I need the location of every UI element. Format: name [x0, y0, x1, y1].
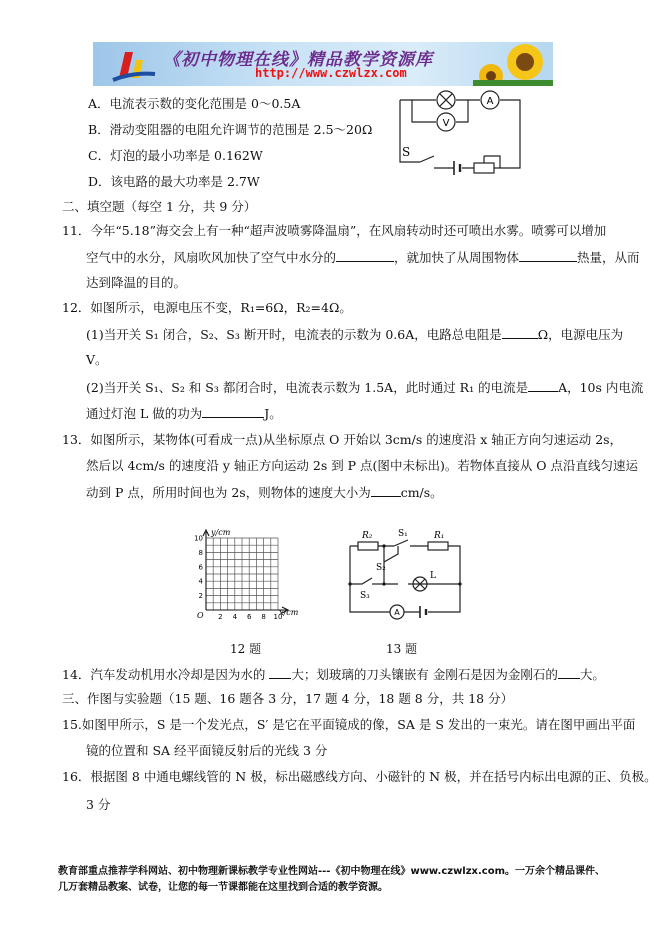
switch-label: S	[402, 145, 411, 159]
fig12-origin: O	[197, 611, 204, 620]
q12-blank-3[interactable]	[202, 405, 264, 418]
option-c: C．灯泡的最小功率是 0.162W	[88, 148, 263, 163]
q12-text-b: Ω，电源电压为	[537, 327, 624, 342]
q12-blank-2[interactable]	[528, 379, 558, 392]
option-b: B．滑动变阻器的电阻允许调节的范围是 2.5～20Ω	[88, 122, 373, 137]
fig12-ytick: 10	[194, 534, 203, 543]
option-a: A．电流表示数的变化范围是 0～0.5A	[88, 96, 301, 111]
q13-blank[interactable]	[371, 484, 401, 497]
q16-line1: 16．根据图 8 中通电螺线管的 N 极，标出磁感线方向、小磁针的 N 极，并在括号内标出电源的正、负极。	[62, 769, 657, 784]
header-title: 《初中物理在线》精品教学资源库	[163, 50, 433, 70]
q12-line2	[86, 326, 623, 343]
q14-text-c: 大。	[579, 667, 605, 682]
circuit-figure-top	[392, 86, 532, 178]
fig12-xtick: 10	[273, 613, 283, 621]
figure-12-grid	[192, 526, 302, 622]
voltmeter-label: V	[442, 118, 450, 129]
section-3-heading: 三、作图与实验题（15 题、16 题各 3 分，17 题 4 分，18 题 8 分，共 18 分）	[62, 691, 514, 706]
ammeter-label: A	[486, 96, 494, 107]
header-banner	[93, 42, 553, 86]
q11-text-c: 热量，从而	[577, 250, 640, 265]
q14-text-a: 14．汽车发动机用水冷却是因为水的	[62, 667, 266, 682]
q12-line4	[86, 379, 643, 396]
fig12-xtick: 4	[232, 613, 238, 621]
section-2-heading: 二、填空题（每空 1 分，共 9 分）	[62, 199, 257, 214]
q15-line2: 镜的位置和 SA 经平面镜反射后的光线 3 分	[86, 743, 328, 758]
fig13-r1: R₁	[434, 531, 445, 541]
q11-text-a: 空气中的水分，风扇吹风加快了空气中水分的	[86, 250, 337, 265]
fig12-xtick: 8	[261, 613, 266, 621]
fig12-ytick: 6	[198, 563, 203, 572]
q14-line	[62, 666, 605, 683]
fig12-xlabel: x/cm	[279, 608, 299, 617]
q11-line1: 11．今年“5.18”海交会上有一种“超声波喷雾降温扇”，在风扇转动时还可喷出水雾。喷雾可以增加	[62, 223, 607, 238]
q12-text-d: A，10s 内电流	[558, 380, 644, 395]
q13-line1: 13．如图所示，某物体(可看成一点)从坐标原点 O 开始以 3cm/s 的速度沿 x 轴正方向匀速运动 2s，	[62, 432, 623, 447]
fig13-s2: S₂	[376, 563, 386, 573]
sunflower-icon	[473, 42, 553, 86]
figure-13-caption: 13 题	[386, 642, 418, 656]
q14-text-b: 大；划玻璃的刀头镶嵌有 金刚石是因为金刚石的	[291, 667, 558, 682]
q11-line2	[86, 249, 640, 266]
q15-line1: 15.如图甲所示，S 是一个发光点，S′ 是它在平面镜成的像，SA 是 S 发出的一束光。请在图甲画出平面	[62, 717, 636, 732]
option-d: D．该电路的最大功率是 2.7W	[88, 174, 260, 189]
q12-text-c: (2)当开关 S₁、S₂ 和 S₃ 都闭合时，电流表示数为 1.5A，此时通过 R₁ 的电流是	[86, 380, 529, 395]
q13-text-a: 动到 P 点，所用时间也为 2s，则物体的速度大小为	[86, 485, 371, 500]
q11-line3: 达到降温的目的。	[86, 275, 187, 290]
q12-text-f: J。	[264, 406, 282, 421]
fig12-ytick: 8	[198, 548, 203, 557]
fig13-s3: S₃	[360, 591, 370, 601]
q11-text-b: ，就加快了从周围物体	[394, 250, 520, 265]
fig13-ammeter: A	[394, 608, 400, 617]
q13-text-b: cm/s。	[400, 485, 443, 500]
fig12-ytick: 2	[198, 592, 203, 601]
q12-line1: 12．如图所示，电源电压不变，R₁=6Ω，R₂=4Ω。	[62, 300, 352, 315]
fig12-ylabel: y/cm	[211, 528, 231, 537]
fig13-s1: S₁	[398, 529, 408, 539]
q12-text-a: (1)当开关 S₁ 闭合，S₂、S₃ 断开时，电流表的示数为 0.6A，电路总电阻是	[86, 327, 502, 342]
q12-blank-1[interactable]	[502, 326, 538, 339]
header-url[interactable]: http://www.czwlzx.com	[255, 66, 407, 80]
q11-blank-1[interactable]	[336, 249, 394, 262]
fig12-ytick: 4	[198, 577, 203, 586]
q14-blank-2[interactable]	[558, 666, 580, 679]
q12-line5	[86, 405, 282, 422]
q14-blank-1[interactable]	[269, 666, 291, 679]
fig13-r2: R₂	[362, 531, 373, 541]
figure-12-caption: 12 题	[230, 642, 262, 656]
figure-13-circuit	[344, 526, 468, 626]
q16-line2: 3 分	[86, 797, 111, 812]
q12-text-e: 通过灯泡 L 做的功为	[86, 406, 203, 421]
q11-blank-2[interactable]	[519, 249, 577, 262]
footer-line2: 几万套精品教案、试卷，让您的每一节课都能在这里找到合适的教学资源。	[58, 882, 388, 893]
footer-line1: 教育部重点推荐学科网站、初中物理新课标教学专业性网站---《初中物理在线》www.czwlzx.com。一万余个精品课件、	[58, 866, 606, 877]
site-logo-icon	[103, 44, 163, 84]
q13-line2: 然后以 4cm/s 的速度沿 y 轴正方向运动 2s 到 P 点(图中未标出)。若物体直接从 O 点沿直线匀速运	[86, 458, 639, 473]
fig12-xtick: 2	[218, 613, 223, 621]
q12-line3: V。	[86, 352, 108, 367]
fig12-xtick: 6	[246, 613, 252, 621]
q13-line3	[86, 484, 443, 501]
fig13-l: L	[430, 571, 436, 581]
